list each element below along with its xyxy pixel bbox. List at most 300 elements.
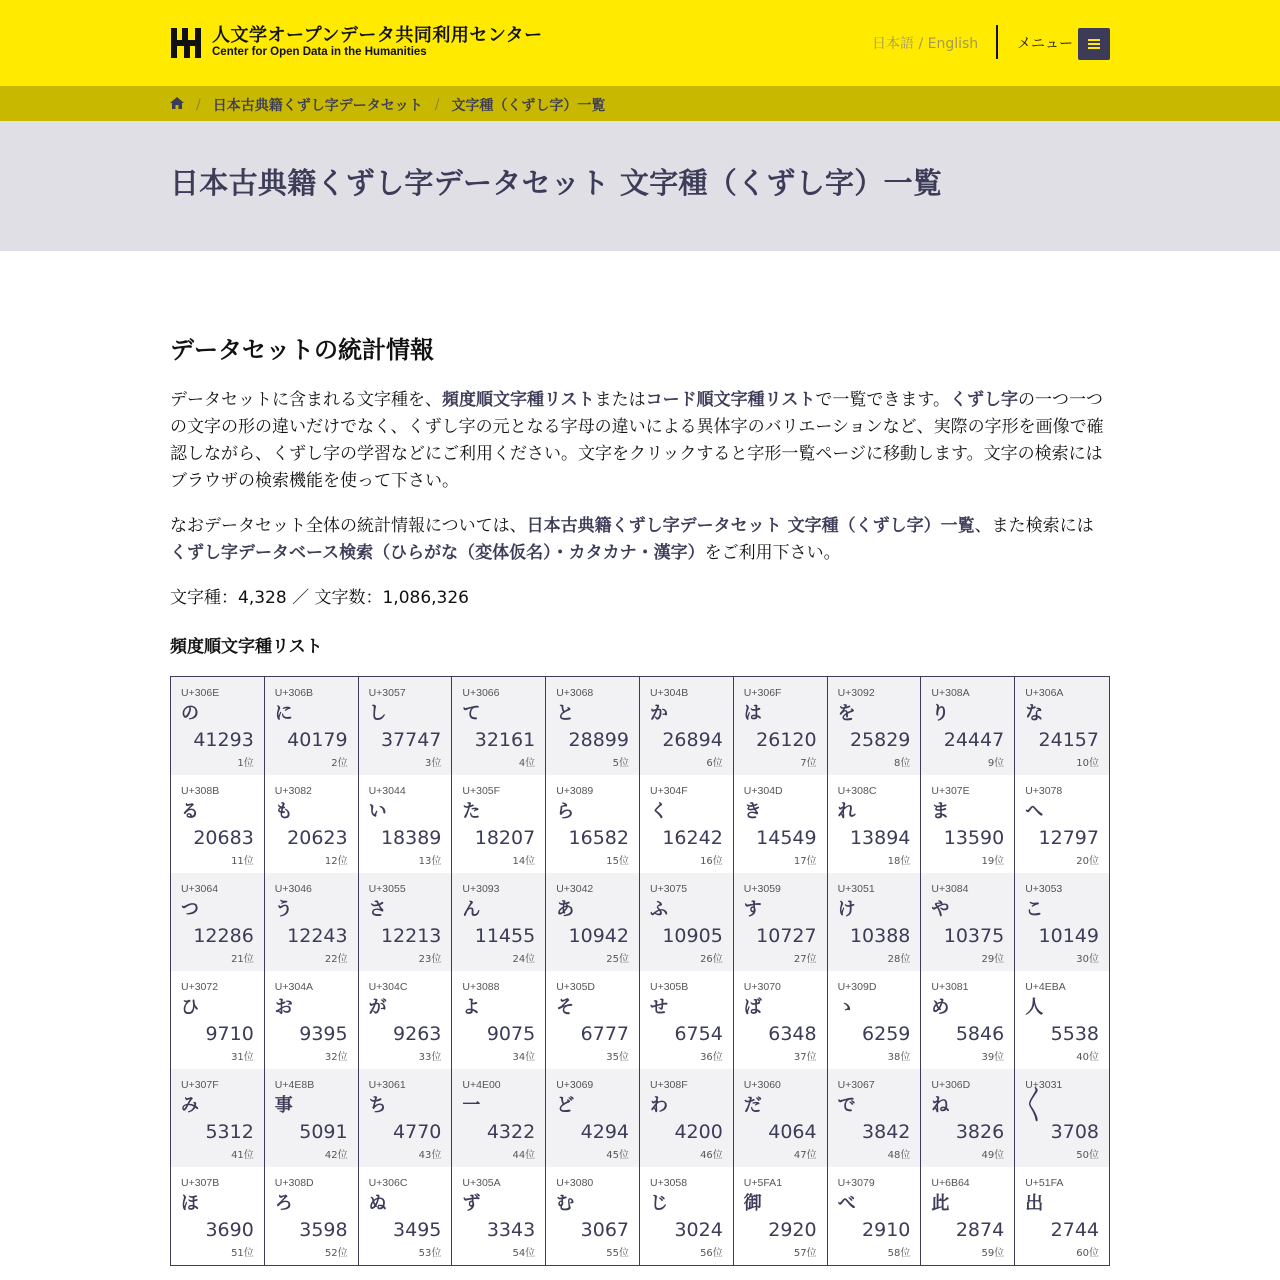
page-title: 日本古典籍くずし字データセット 文字種（くずし字）一覧 — [170, 166, 943, 200]
char-count: 9075 — [486, 1023, 536, 1045]
char-cell[interactable] — [359, 971, 453, 1069]
char-code: U+3093 — [462, 883, 500, 895]
char-rank: 36位 — [700, 1052, 723, 1063]
char-count: 5091 — [299, 1121, 348, 1143]
char-cell[interactable] — [734, 971, 828, 1069]
char-glyph: 此 — [931, 1193, 950, 1214]
char-cell[interactable] — [921, 1167, 1015, 1265]
char-glyph: う — [274, 899, 293, 920]
text: 、また検索には — [974, 516, 1094, 536]
char-glyph: 事 — [274, 1095, 293, 1116]
char-code: U+3070 — [743, 981, 781, 993]
char-glyph: り — [931, 703, 950, 724]
char-rank: 34位 — [512, 1052, 536, 1063]
char-rank: 6位 — [706, 758, 723, 769]
char-count: 10905 — [662, 925, 723, 947]
char-cell[interactable] — [265, 1069, 359, 1167]
char-count: 9710 — [205, 1023, 254, 1045]
char-count: 10149 — [1038, 925, 1099, 947]
char-glyph: を — [837, 703, 856, 724]
char-cell[interactable] — [452, 1069, 546, 1167]
char-rank: 28位 — [887, 954, 911, 965]
char-code: U+3064 — [181, 883, 219, 895]
char-count: 12213 — [380, 925, 442, 947]
char-count: 4770 — [393, 1121, 442, 1143]
char-glyph: ば — [743, 997, 762, 1018]
intro-paragraph — [170, 387, 1110, 495]
char-rank: 38位 — [887, 1052, 911, 1063]
char-count: 12286 — [193, 925, 254, 947]
char-cell[interactable] — [546, 1167, 640, 1265]
char-count: 20623 — [287, 827, 348, 849]
char-glyph: だ — [743, 1095, 762, 1116]
char-code: U+5FA1 — [743, 1177, 783, 1189]
char-rank: 27位 — [793, 954, 817, 965]
char-code: U+309D — [837, 981, 877, 993]
text: をご利用下さい。 — [704, 543, 841, 563]
char-cell[interactable] — [359, 1167, 453, 1265]
char-cell[interactable] — [640, 677, 734, 775]
char-code: U+308A — [931, 687, 970, 699]
char-code: U+3089 — [556, 785, 594, 797]
char-code: U+3079 — [837, 1177, 875, 1189]
breadcrumb-separator: / — [434, 97, 440, 113]
char-code: U+306A — [1025, 687, 1064, 699]
text: なおデータセット全体の統計情報については、 — [170, 516, 527, 536]
char-count: 18207 — [474, 827, 536, 849]
char-cell[interactable] — [734, 1069, 828, 1167]
char-rank: 8位 — [894, 758, 911, 769]
char-count: 2874 — [955, 1219, 1005, 1241]
char-cell[interactable] — [828, 775, 922, 873]
char-code: U+3055 — [368, 883, 406, 895]
char-count: 10375 — [943, 925, 1005, 947]
char-rank: 35位 — [606, 1052, 629, 1063]
breadcrumb-item-dataset[interactable]: 日本古典籍くずし字データセット — [212, 98, 423, 114]
char-glyph: し — [368, 703, 387, 724]
char-cell[interactable] — [640, 873, 734, 971]
char-code: U+4E00 — [462, 1079, 501, 1091]
char-rank: 47位 — [793, 1150, 817, 1161]
char-code: U+3081 — [931, 981, 969, 993]
char-cell[interactable] — [546, 1069, 640, 1167]
char-count: 24157 — [1038, 729, 1099, 751]
char-glyph: く — [650, 801, 668, 822]
database-search-link[interactable]: くずし字データベース検索（ひらがな（変体仮名）・カタカナ・漢字） — [170, 543, 705, 563]
char-code: U+3057 — [368, 687, 406, 699]
char-code: U+3078 — [1025, 785, 1063, 797]
char-cell[interactable] — [828, 677, 922, 775]
char-rank: 11位 — [231, 856, 254, 867]
char-glyph: お — [274, 997, 293, 1018]
char-glyph: す — [743, 899, 762, 920]
char-cell[interactable] — [452, 775, 546, 873]
char-cell[interactable] — [265, 677, 359, 775]
hamburger-icon — [1087, 38, 1101, 50]
char-rank: 18位 — [887, 856, 911, 867]
char-code: U+3046 — [274, 883, 312, 895]
char-cell[interactable] — [265, 1167, 359, 1265]
char-code: U+3088 — [462, 981, 500, 993]
text: で一覧できます。 — [815, 390, 950, 410]
char-code: U+3068 — [556, 687, 594, 699]
char-cell[interactable] — [1015, 873, 1109, 971]
breadcrumb — [170, 95, 605, 115]
char-code: U+307B — [181, 1177, 220, 1189]
char-cell[interactable] — [921, 775, 1015, 873]
char-glyph: み — [181, 1095, 199, 1116]
char-rank: 7位 — [800, 758, 817, 769]
char-rank: 16位 — [700, 856, 723, 867]
char-count: 2744 — [1050, 1219, 1099, 1241]
char-code: U+304D — [743, 785, 783, 797]
char-glyph: ど — [556, 1095, 575, 1116]
char-rank: 13位 — [418, 856, 442, 867]
char-cell[interactable] — [640, 1069, 734, 1167]
char-code: U+304A — [274, 981, 314, 993]
char-glyph: い — [368, 801, 387, 822]
char-glyph: べ — [837, 1193, 856, 1214]
site-subtitle: Center for Open Data in the Humanities — [212, 46, 427, 58]
lang-separator: / — [914, 36, 928, 52]
char-cell[interactable] — [452, 1167, 546, 1265]
char-rank: 41位 — [231, 1150, 254, 1161]
char-glyph: へ — [1025, 801, 1044, 822]
char-count: 3598 — [299, 1219, 348, 1241]
char-count: 16582 — [568, 827, 629, 849]
char-cell[interactable] — [171, 873, 265, 971]
char-rank: 32位 — [324, 1052, 348, 1063]
char-cell[interactable] — [265, 971, 359, 1069]
char-rank: 46位 — [700, 1150, 723, 1161]
char-code: U+3067 — [837, 1079, 875, 1091]
char-count: 3343 — [486, 1219, 536, 1241]
char-count: 2920 — [768, 1219, 817, 1241]
char-glyph: で — [837, 1095, 856, 1116]
char-cell[interactable] — [734, 1167, 828, 1265]
lang-en-link[interactable]: English — [927, 36, 979, 52]
char-code: U+307E — [931, 785, 970, 797]
char-rank: 56位 — [700, 1248, 723, 1259]
breadcrumb-separator: / — [196, 97, 201, 113]
char-glyph: た — [462, 801, 481, 822]
char-code: U+305D — [556, 981, 596, 993]
char-count: 6777 — [580, 1023, 629, 1045]
char-count: 3690 — [205, 1219, 254, 1241]
char-count: 3842 — [862, 1121, 911, 1143]
codh-logo-icon — [170, 27, 202, 59]
char-glyph: が — [368, 997, 387, 1018]
list-heading: 頻度順文字種リスト — [170, 637, 323, 657]
char-cell[interactable] — [265, 775, 359, 873]
char-count: 20683 — [193, 827, 254, 849]
char-rank: 12位 — [324, 856, 348, 867]
char-rank: 19位 — [981, 856, 1005, 867]
char-glyph: 人 — [1025, 997, 1044, 1018]
char-count: 40179 — [287, 729, 348, 751]
section-heading: データセットの統計情報 — [170, 336, 434, 364]
text: または — [594, 390, 646, 410]
char-count: 5538 — [1050, 1023, 1099, 1045]
char-rank: 31位 — [231, 1052, 254, 1063]
char-rank: 58位 — [887, 1248, 911, 1259]
char-cell[interactable] — [452, 971, 546, 1069]
char-code: U+3058 — [650, 1177, 688, 1189]
char-glyph: と — [556, 703, 575, 724]
char-rank: 26位 — [700, 954, 723, 965]
char-rank: 25位 — [606, 954, 629, 965]
char-rank: 29位 — [981, 954, 1005, 965]
char-count: 6754 — [674, 1023, 723, 1045]
char-count: 37747 — [380, 729, 442, 751]
char-cell[interactable] — [1015, 971, 1109, 1069]
char-cell[interactable] — [171, 1069, 265, 1167]
char-count: 14549 — [756, 827, 817, 849]
text: データセットに含まれる文字種を、 — [170, 390, 442, 410]
char-glyph: ほ — [181, 1193, 199, 1214]
char-glyph: ち — [368, 1095, 387, 1116]
char-cell[interactable] — [171, 775, 265, 873]
site-logo[interactable] — [170, 26, 543, 59]
char-cell[interactable] — [546, 971, 640, 1069]
header-divider — [996, 25, 998, 59]
char-count: 2910 — [862, 1219, 911, 1241]
char-count: 3024 — [674, 1219, 723, 1241]
char-glyph: あ — [556, 899, 575, 920]
char-glyph: の — [181, 703, 199, 724]
char-glyph: け — [837, 899, 856, 920]
char-cell[interactable] — [1015, 1069, 1109, 1167]
char-glyph: よ — [462, 997, 481, 1018]
char-rank: 45位 — [606, 1150, 629, 1161]
char-glyph: ま — [931, 801, 950, 822]
char-glyph: ず — [462, 1193, 481, 1214]
char-cell[interactable] — [171, 677, 265, 775]
char-count: 3826 — [955, 1121, 1005, 1143]
char-glyph: か — [650, 703, 668, 724]
char-glyph: ね — [931, 1095, 950, 1116]
char-cell[interactable] — [546, 775, 640, 873]
char-cell[interactable] — [921, 873, 1015, 971]
char-glyph: な — [1025, 703, 1044, 724]
char-count: 5846 — [955, 1023, 1005, 1045]
char-rank: 17位 — [793, 856, 817, 867]
char-cell[interactable] — [452, 873, 546, 971]
char-code: U+3031 — [1025, 1079, 1063, 1091]
char-glyph: や — [931, 899, 950, 920]
char-cell[interactable] — [359, 775, 453, 873]
char-count: 26120 — [756, 729, 817, 751]
char-glyph: 〱 — [1025, 1095, 1044, 1116]
char-code: U+306F — [743, 687, 782, 699]
char-glyph: む — [556, 1193, 575, 1214]
char-code: U+304C — [368, 981, 408, 993]
dataset-list-link[interactable]: 日本古典籍くずし字データセット 文字種（くずし字）一覧 — [526, 516, 975, 536]
char-rank: 48位 — [887, 1150, 911, 1161]
char-cell[interactable] — [546, 677, 640, 775]
char-cell[interactable] — [359, 873, 453, 971]
char-count: 13590 — [943, 827, 1005, 849]
char-code: U+308F — [650, 1079, 688, 1091]
char-glyph: ひ — [181, 997, 199, 1018]
char-cell[interactable] — [828, 1069, 922, 1167]
char-code: U+3042 — [556, 883, 594, 895]
char-rank: 52位 — [324, 1248, 348, 1259]
char-count: 3708 — [1050, 1121, 1099, 1143]
char-rank: 49位 — [981, 1150, 1005, 1161]
char-rank: 21位 — [231, 954, 254, 965]
char-rank: 39位 — [981, 1052, 1005, 1063]
char-glyph: ん — [462, 899, 481, 920]
char-count: 26894 — [662, 729, 723, 751]
menu-label[interactable]: メニュー — [1017, 36, 1073, 52]
char-cell[interactable] — [828, 1167, 922, 1265]
char-cell[interactable] — [734, 677, 828, 775]
char-code: U+305F — [462, 785, 501, 797]
char-code: U+306D — [931, 1079, 971, 1091]
char-code: U+3084 — [931, 883, 969, 895]
char-code: U+3082 — [274, 785, 312, 797]
char-rank: 55位 — [606, 1248, 629, 1259]
char-cell[interactable] — [640, 775, 734, 873]
code-list-link[interactable]: コード順文字種リスト — [645, 390, 816, 410]
char-code: U+306E — [181, 687, 220, 699]
char-code: U+51FA — [1025, 1177, 1064, 1189]
char-code: U+308C — [837, 785, 877, 797]
char-code: U+3053 — [1025, 883, 1063, 895]
char-cell[interactable] — [1015, 677, 1109, 775]
char-rank: 10位 — [1076, 758, 1099, 769]
char-cell[interactable] — [734, 775, 828, 873]
char-glyph: き — [743, 801, 762, 822]
char-count: 3067 — [580, 1219, 629, 1241]
char-code: U+304B — [650, 687, 689, 699]
char-cell[interactable] — [359, 1069, 453, 1167]
char-glyph: そ — [556, 997, 575, 1018]
char-rank: 24位 — [512, 954, 536, 965]
char-cell[interactable] — [640, 971, 734, 1069]
lang-ja-link[interactable]: 日本語 — [872, 36, 914, 52]
char-code: U+304F — [650, 785, 688, 797]
char-code: U+3072 — [181, 981, 219, 993]
char-glyph: こ — [1025, 899, 1044, 920]
char-rank: 1位 — [237, 758, 254, 769]
char-rank: 51位 — [231, 1248, 254, 1259]
char-cell[interactable] — [921, 1069, 1015, 1167]
char-cell[interactable] — [171, 971, 265, 1069]
char-rank: 5位 — [612, 758, 629, 769]
char-code: U+308D — [274, 1177, 314, 1189]
char-code: U+4E8B — [274, 1079, 315, 1091]
breadcrumb-bar — [0, 86, 1280, 121]
char-rank: 15位 — [606, 856, 629, 867]
char-glyph: る — [181, 801, 199, 822]
char-cell[interactable] — [452, 677, 546, 775]
home-icon[interactable] — [170, 97, 184, 113]
char-count: 10727 — [756, 925, 817, 947]
char-count: 9263 — [393, 1023, 442, 1045]
char-rank: 14位 — [512, 856, 536, 867]
char-rank: 20位 — [1076, 856, 1099, 867]
char-glyph: ふ — [650, 899, 668, 920]
char-rank: 30位 — [1076, 954, 1099, 965]
char-code: U+4EBA — [1025, 981, 1066, 993]
text: の一つ一つの文字の形の違いだけでなく、くずし字の元となる字母の違いによる異体字のバリエーションなど、実際の字形を画像で確認しながら、くずし字の学習などにご利用ください。文字をクリックすると字形一覧ページに移動します。文字の検索にはブラウザの検索機能を使って下さい。 — [170, 390, 1104, 491]
char-rank: 4位 — [518, 758, 536, 769]
char-count: 12243 — [287, 925, 348, 947]
char-rank: 33位 — [418, 1052, 442, 1063]
char-code: U+3061 — [368, 1079, 406, 1091]
char-rank: 40位 — [1076, 1052, 1099, 1063]
char-cell[interactable] — [640, 1167, 734, 1265]
char-glyph: 一 — [462, 1095, 481, 1116]
char-rank: 9位 — [987, 758, 1005, 769]
char-rank: 59位 — [981, 1248, 1005, 1259]
char-count: 10942 — [568, 925, 629, 947]
char-count: 4322 — [486, 1121, 536, 1143]
char-count: 5312 — [205, 1121, 254, 1143]
char-cell[interactable] — [265, 873, 359, 971]
char-code: U+3066 — [462, 687, 500, 699]
menu-button[interactable] — [1078, 28, 1110, 60]
char-cell[interactable] — [921, 971, 1015, 1069]
char-code: U+3075 — [650, 883, 688, 895]
stats-text: 文字種：4,328 ／ 文字数：1,086,326 — [170, 588, 469, 608]
char-code: U+3080 — [556, 1177, 594, 1189]
language-switcher — [872, 33, 978, 53]
char-count: 24447 — [943, 729, 1005, 751]
char-code: U+3060 — [743, 1079, 781, 1091]
char-rank: 2位 — [331, 758, 348, 769]
kuzushiji-link[interactable]: くずし字 — [949, 390, 1018, 410]
char-glyph: ろ — [274, 1193, 293, 1214]
char-glyph: 御 — [743, 1193, 762, 1214]
frequency-list-link[interactable]: 頻度順文字種リスト — [442, 390, 595, 410]
char-count: 11455 — [474, 925, 536, 947]
char-count: 18389 — [380, 827, 442, 849]
char-code: U+3044 — [368, 785, 406, 797]
char-cell[interactable] — [1015, 775, 1109, 873]
char-cell[interactable] — [171, 1167, 265, 1265]
char-rank: 50位 — [1076, 1150, 1099, 1161]
char-glyph: れ — [837, 801, 856, 822]
char-rank: 43位 — [418, 1150, 442, 1161]
character-grid — [170, 676, 1110, 1266]
char-count: 12797 — [1038, 827, 1099, 849]
char-cell[interactable] — [921, 677, 1015, 775]
char-cell[interactable] — [1015, 1167, 1109, 1265]
char-cell[interactable] — [546, 873, 640, 971]
char-glyph: ゝ — [837, 997, 856, 1018]
char-count: 13894 — [849, 827, 911, 849]
char-count: 6348 — [768, 1023, 817, 1045]
char-count: 16242 — [662, 827, 723, 849]
char-cell[interactable] — [359, 677, 453, 775]
char-cell[interactable] — [734, 873, 828, 971]
char-code: U+305B — [650, 981, 689, 993]
char-cell[interactable] — [828, 873, 922, 971]
char-rank: 53位 — [418, 1248, 442, 1259]
char-cell[interactable] — [828, 971, 922, 1069]
breadcrumb-item-current[interactable]: 文字種（くずし字）一覧 — [451, 98, 606, 114]
char-code: U+308B — [181, 785, 220, 797]
char-code: U+3051 — [837, 883, 875, 895]
char-count: 4064 — [768, 1121, 817, 1143]
char-glyph: ぬ — [368, 1193, 387, 1214]
char-glyph: め — [931, 997, 950, 1018]
char-code: U+3092 — [837, 687, 875, 699]
char-rank: 60位 — [1076, 1248, 1099, 1259]
